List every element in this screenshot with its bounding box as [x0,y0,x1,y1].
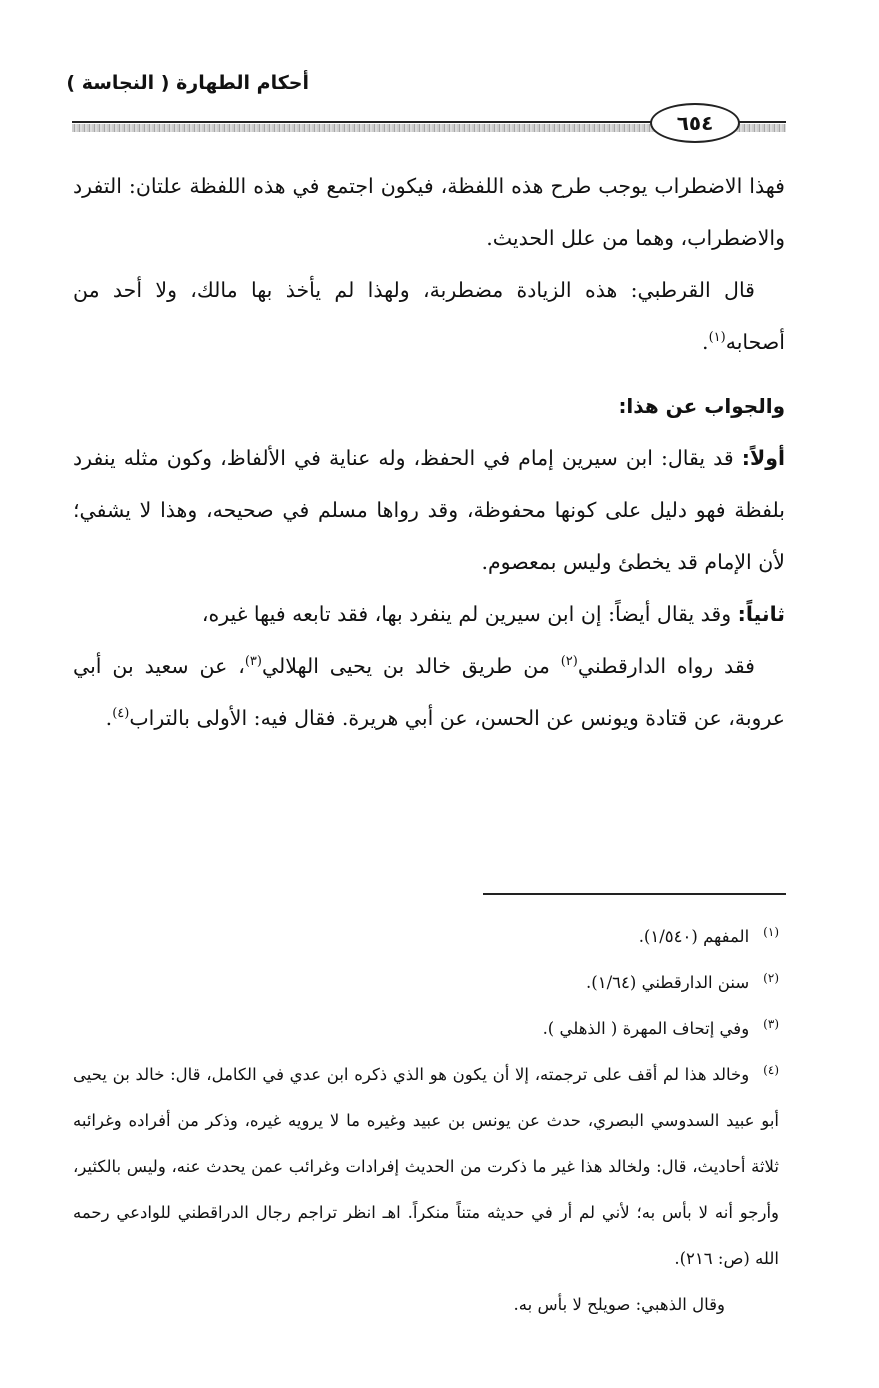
paragraph-3-lead: أولاً: [741,446,785,470]
paragraph-4-text: وقد يقال أيضاً: إن ابن سيرين لم ينفرد بها، فقد تابعه فيها غيره، [201,602,738,626]
section-heading: والجواب عن هذا: [618,394,785,418]
footnote-2-mark: (٢) [763,970,779,985]
paragraph-5-part-b: من طريق خالد بن يحيى الهلالي [261,654,561,678]
footnote-2 [73,960,785,1006]
footnote-ref-1: (١) [708,330,726,346]
paragraph-3 [73,432,785,588]
footnote-3 [73,1006,785,1052]
paragraph-2-text: قال القرطبي: هذه الزيادة مضطربة، ولهذا لم يأخذ بها مالك، ولا أحد من أصحابه [73,278,785,354]
paragraph-1-text: فهذا الاضطراب يوجب طرح هذه اللفظة، فيكون اجتمع في هذه اللفظة علتان: التفرد والاضطراب، وهما من علل الحديث. [73,174,785,250]
footnote-ref-3: (٣) [244,654,262,670]
footnote-4-tail-text: وقال الذهبي: صويلح لا بأس به. [513,1295,725,1314]
section-heading-paragraph [73,380,785,432]
paragraph-5-part-a: فقد رواه الدارقطني [577,654,755,678]
footnotes [73,914,785,1328]
footnote-3-text: وفي إتحاف المهرة ( الذهلي ). [542,1019,750,1038]
footnote-4-text: وخالد هذا لم أقف على ترجمته، إلا أن يكون هو الذي ذكره ابن عدي في الكامل، قال: خالد بن يحيى أبو عبيد السدوسي البصري، حدث عن يونس بن عبيد وغيره ما لا يرويه غيره، وذكر من أفراده وغرائبه ثلاثة أحاديث، قال: ولخالد هذا غير ما ذكرت من الحديث إفرادات وغرائب عمن يحدث عنه، وليس بالكثير، وأرجو أنه لا بأس به؛ لأني لم أر في حديثه متناً منكراً. اهـ انظر تراجم رجال الدراقطني للوادعي رحمه الله (ص: ٢١٦). [73,1065,779,1268]
paragraph-2-end: . [702,330,709,354]
paragraph-4-lead: ثانياً: [737,602,785,626]
footnote-1 [73,914,785,960]
paragraph-5-part-c: ، عن سعيد بن أبي عروبة، عن قتادة ويونس عن الحسن، عن أبي هريرة. فقال فيه: الأولى بالتراب [73,654,785,730]
footnote-1-text: المفهم (١/٥٤٠). [638,927,750,946]
footnote-ref-2: (٢) [560,654,578,670]
paragraph-4 [73,588,785,640]
footnote-ref-4: (٤) [112,706,130,722]
footnote-4 [73,1052,785,1282]
paragraph-3-text: قد يقال: ابن سيرين إمام في الحفظ، وله عناية في الألفاظ، وكون مثله ينفرد بلفظة فهو دليل على كونها محفوظة، وقد رواها مسلم في صحيحه، وهذا لا يشفي؛ لأن الإمام قد يخطئ وليس بمعصوم. [73,446,785,574]
footnote-2-text: سنن الدارقطني (١/٦٤). [586,973,750,992]
paragraph-5 [73,640,785,744]
running-title: أحكام الطهارة ( النجاسة ) [66,72,309,94]
main-text [73,160,785,744]
footnote-separator [483,893,786,895]
footnote-4-continuation [73,1282,785,1328]
footnote-1-mark: (١) [763,924,779,939]
footnote-3-mark: (٣) [763,1016,779,1031]
page-number: ٦٥٤ [650,103,740,143]
paragraph-2 [73,264,785,368]
footnote-4-mark: (٤) [763,1062,779,1077]
paragraph-1 [73,160,785,264]
paragraph-5-end: . [105,706,113,730]
